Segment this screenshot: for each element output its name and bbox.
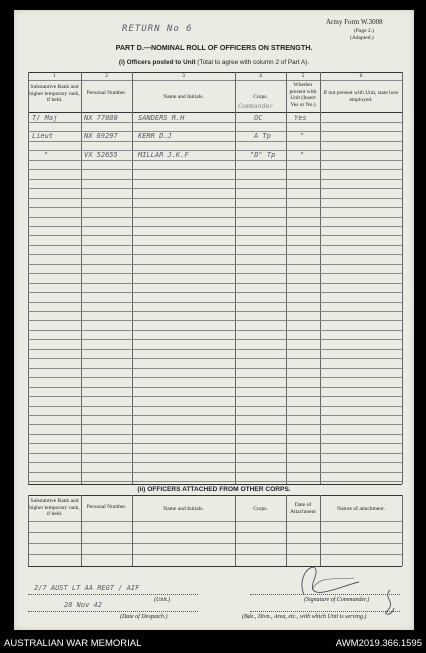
- table-bottom-rule: [28, 484, 402, 485]
- part-d-subtitle-rest: (Total to agree with column 2 of Part A).: [197, 59, 310, 66]
- row-3-present: ": [300, 151, 305, 159]
- attached-row-rule-1: [28, 532, 402, 533]
- att-col-line-6: [402, 495, 403, 566]
- ruled-line: [28, 368, 402, 369]
- row-3-name: MILLAR J.K.F: [138, 151, 189, 159]
- date-line: [28, 611, 198, 612]
- col-line-2: [132, 72, 133, 484]
- footer-institution: AUSTRALIAN WAR MEMORIAL: [4, 638, 142, 649]
- ruled-line: [28, 377, 402, 378]
- signature-label: (Signature of Commander.): [304, 597, 370, 603]
- ruled-line: [28, 415, 402, 416]
- header-name-initials: Name and Initials.: [163, 94, 204, 100]
- date-value: 28 Nov 42: [64, 601, 102, 609]
- header-corps: Corps.: [253, 94, 268, 100]
- ruled-line: [28, 472, 402, 473]
- ruled-line: [28, 273, 402, 274]
- ruled-line: [28, 320, 402, 321]
- part-d-subtitle-bold: (i) Officers posted to Unit: [118, 59, 196, 66]
- header-not-present: If not present with Unit, state how employed.: [323, 90, 399, 103]
- attached-title: (ii) OFFICERS ATTACHED FROM OTHER CORPS.: [137, 486, 291, 493]
- row-1-number: NX 77080: [84, 114, 118, 122]
- row-2-corps: A Tp: [254, 132, 271, 140]
- unit-line: [28, 594, 198, 595]
- footer-accession: AWM2019.366.1595: [335, 638, 422, 649]
- header-bottom-rule: [28, 112, 402, 113]
- col-number-3: 3: [182, 73, 185, 79]
- ruled-line: [28, 160, 402, 161]
- ruled-line: [28, 207, 402, 208]
- att-header-name: Name and Initials.: [163, 506, 204, 512]
- form-name: Army Form W.3008: [326, 18, 383, 26]
- ruled-line: [28, 330, 402, 331]
- ruled-line: [28, 169, 402, 170]
- date-label: (Date of Despatch.): [120, 614, 168, 620]
- ruled-line: [28, 198, 402, 199]
- ruled-line: [28, 122, 402, 123]
- att-header-personal-number: Personal Number.: [86, 504, 127, 510]
- form-page-number: (Page 2.): [354, 28, 374, 34]
- row-3-rank: ": [44, 151, 49, 159]
- ruled-line: [28, 406, 402, 407]
- ruled-line: [28, 302, 402, 303]
- row-2-number: NX 69297: [84, 132, 118, 140]
- part-d-subtitle: [14, 59, 414, 66]
- ruled-line: [28, 387, 402, 388]
- header-personal-number: Personal Number.: [86, 90, 127, 96]
- ruled-line: [28, 339, 402, 340]
- col-line-5: [320, 72, 321, 484]
- col-line-4: [286, 72, 287, 484]
- att-header-corps: Corps.: [253, 506, 268, 512]
- row-3-corps: "D" Tp: [250, 151, 276, 159]
- ruled-line: [28, 188, 402, 189]
- part-d-title: PART D.—NOMINAL ROLL OF OFFICERS ON STRENGTH.: [115, 43, 313, 52]
- col-line-1: [81, 72, 82, 484]
- ruled-line: [28, 453, 402, 454]
- ruled-line: [28, 235, 402, 236]
- att-header-rank: Substantive Rank and higher temporary rank, if held.: [29, 498, 80, 517]
- ruled-line: [28, 264, 402, 265]
- ruled-line: [28, 245, 402, 246]
- col-number-1: 1: [53, 73, 56, 79]
- ruled-line: [28, 217, 402, 218]
- corps-overwrite: Commander: [238, 102, 274, 110]
- col-number-6: 6: [359, 73, 363, 79]
- ruled-line: [28, 358, 402, 359]
- ruled-line: [28, 283, 402, 284]
- ruled-line: [28, 179, 402, 180]
- col-line-6: [402, 72, 403, 484]
- row-1-rank: T/ Maj: [32, 114, 58, 122]
- col-number-5: 5: [301, 73, 305, 79]
- row-2-name: KERR D.J: [138, 132, 172, 140]
- ruled-line: [28, 481, 402, 482]
- signature-line: [250, 594, 400, 595]
- att-header-date: Date of Attachment: [290, 502, 316, 515]
- row-3-number: VX 52655: [84, 151, 118, 159]
- handwritten-return-number: RETURN No 6: [122, 24, 193, 34]
- location-line: [250, 611, 400, 612]
- col-number-4: 4: [259, 73, 262, 79]
- column-number-rule: [28, 80, 402, 81]
- row-1-corps: OC: [254, 114, 263, 122]
- ruled-line: [28, 141, 402, 142]
- signature-mark: [284, 550, 364, 600]
- attached-row-rule-2: [28, 543, 402, 544]
- ruled-line: [28, 311, 402, 312]
- ruled-line: [28, 424, 402, 425]
- ruled-line: [28, 443, 402, 444]
- location-label: (Bde., Divn., Area, etc., with which Unit is serving.): [242, 614, 367, 620]
- row-2-rank: Lieut: [32, 132, 54, 140]
- col-line-0: [28, 72, 29, 484]
- header-rank: Substantive Rank and higher temporary rank, if held.: [29, 84, 80, 103]
- header-present: Whether present with Unit (Insert Yes or No.): [289, 82, 317, 108]
- ruled-line: [28, 226, 402, 227]
- ruled-line: [28, 349, 402, 350]
- ink-flourish: [378, 588, 402, 618]
- col-line-3: [235, 72, 236, 484]
- form-page: [14, 10, 414, 630]
- row-1-name: SANDERS R.H: [138, 114, 185, 122]
- attached-top-rule: [28, 495, 402, 496]
- row-1-present: Yes: [294, 114, 307, 122]
- att-header-nature: Nature of attachment.: [337, 506, 385, 512]
- ruled-line: [28, 434, 402, 435]
- ruled-line: [28, 254, 402, 255]
- ruled-line: [28, 396, 402, 397]
- form-adapted: (Adapted.): [350, 35, 374, 41]
- unit-value: 2/7 AUST LT AA REGT / AIF: [34, 584, 140, 592]
- attached-header-rule: [28, 521, 402, 522]
- col-number-2: 2: [105, 73, 108, 79]
- ruled-line: [28, 292, 402, 293]
- row-2-present: ": [300, 132, 305, 140]
- unit-label: (Unit.): [154, 597, 171, 603]
- ruled-line: [28, 462, 402, 463]
